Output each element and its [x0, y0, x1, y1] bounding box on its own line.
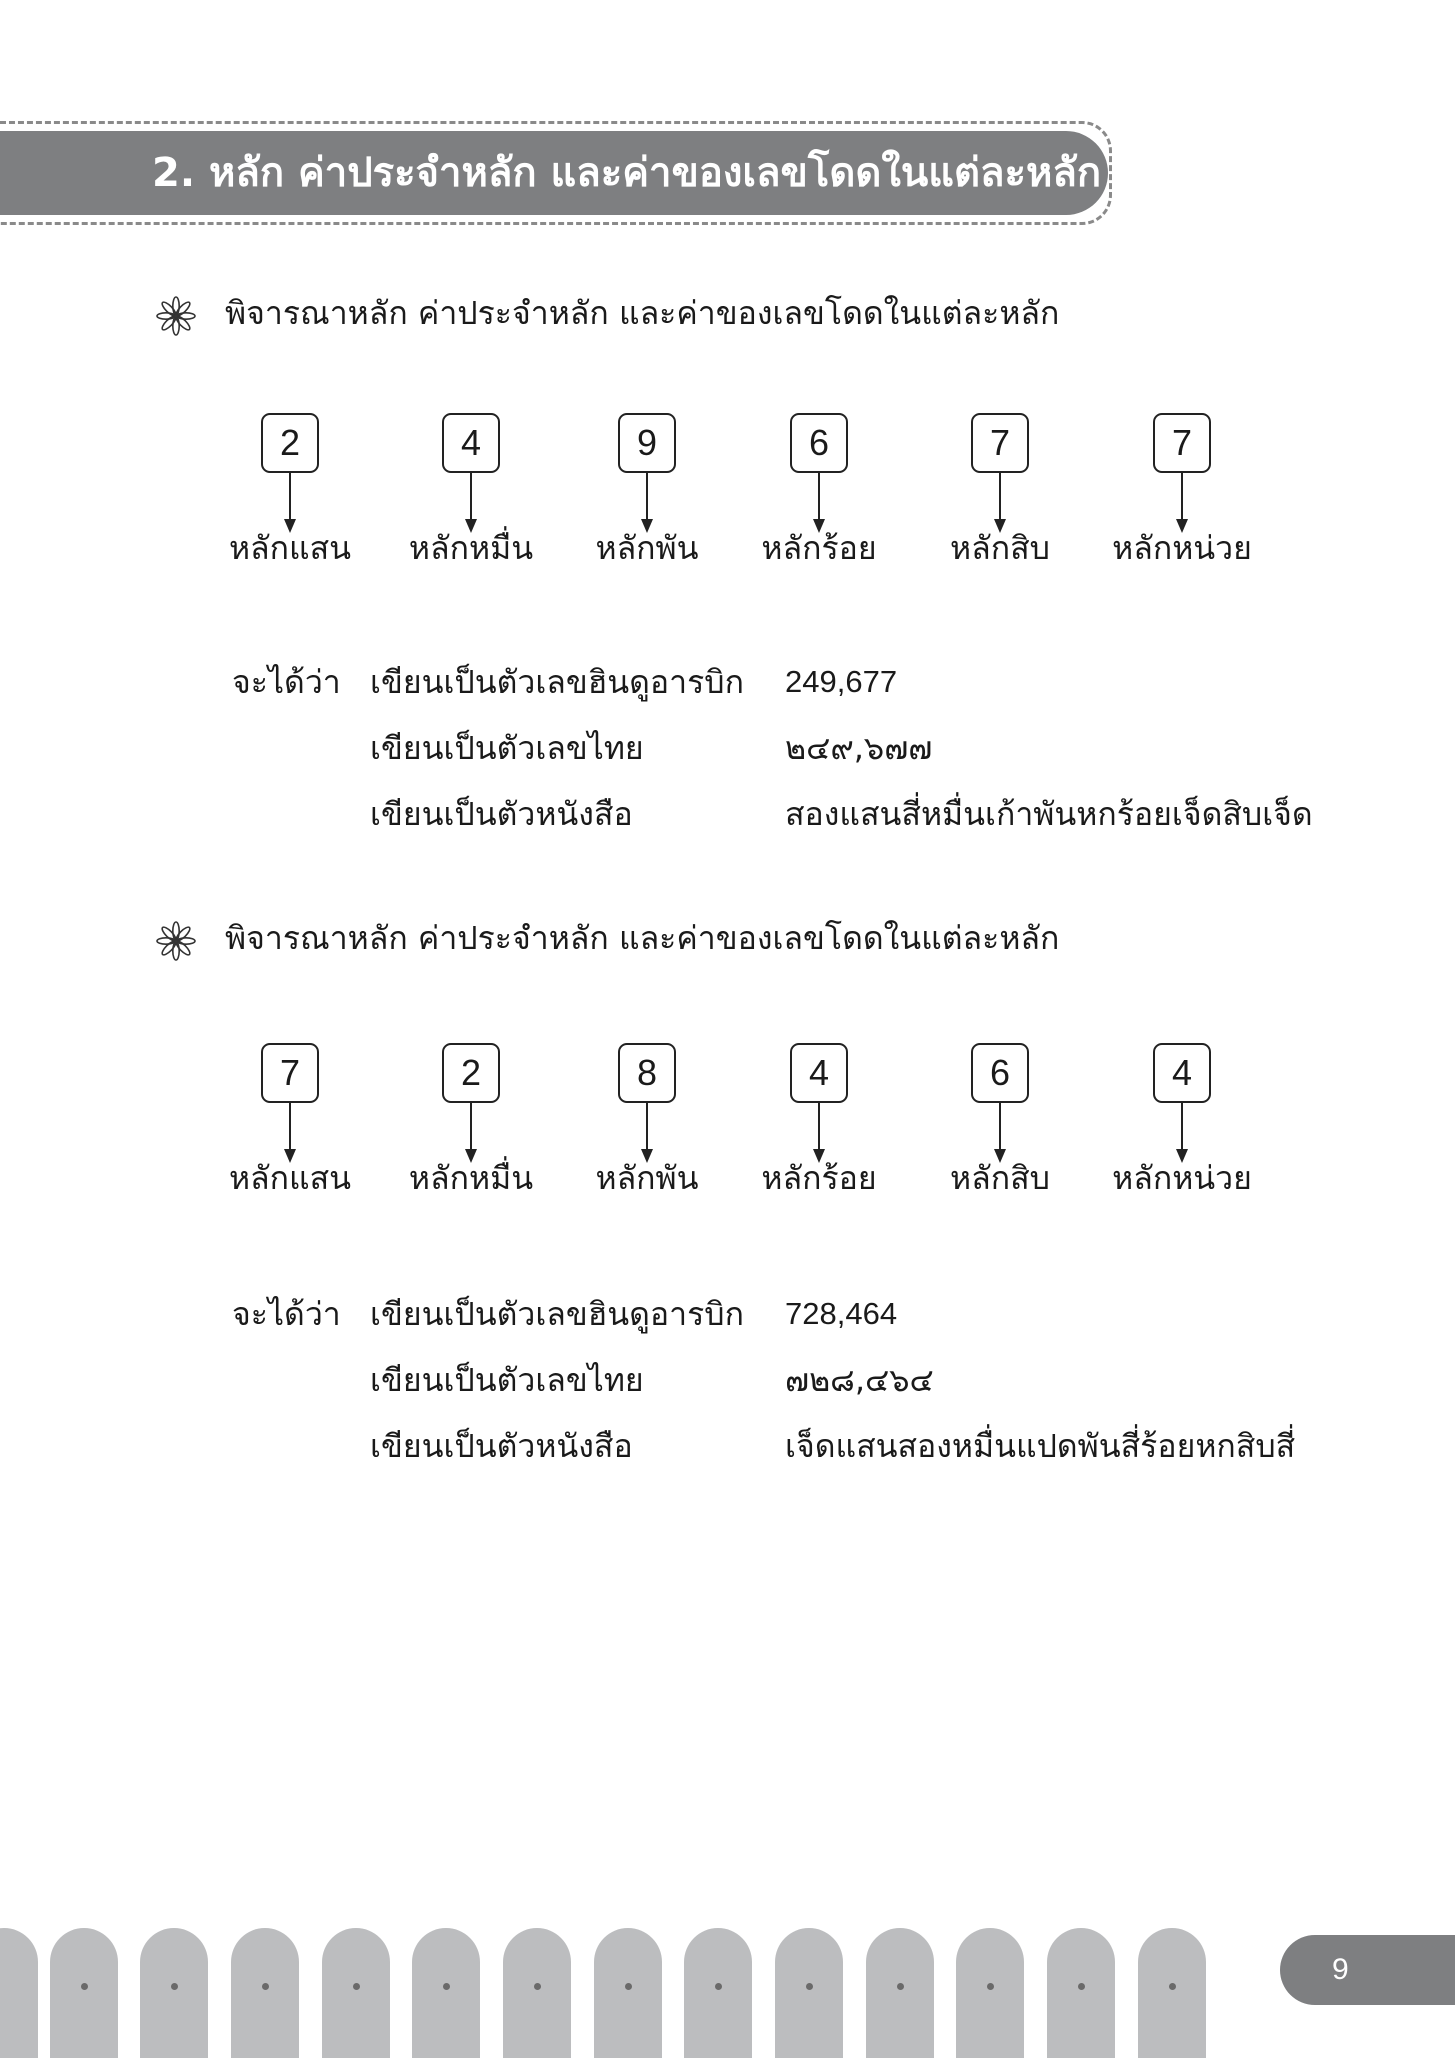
digit-box: 2	[261, 413, 319, 473]
digit-box: 8	[618, 1043, 676, 1103]
place-label: หลักพัน	[595, 529, 699, 567]
footer-tab	[140, 1928, 208, 2058]
place-label: หลักพัน	[595, 1159, 699, 1197]
result-intro: จะได้ว่า	[232, 1295, 341, 1333]
digit-box: 6	[790, 413, 848, 473]
section-heading-text: พิจารณาหลัก ค่าประจำหลัก และค่าของเลขโดดในแต่ละหลัก	[225, 919, 1060, 957]
place-value-row	[0, 413, 1455, 573]
arabic-label: เขียนเป็นตัวเลขฮินดูอารบิก	[370, 663, 744, 701]
digit-box: 9	[618, 413, 676, 473]
footer-tab	[594, 1928, 662, 2058]
footer-tab	[1138, 1928, 1206, 2058]
asterisk-flower-icon	[155, 920, 197, 962]
digit-box: 4	[790, 1043, 848, 1103]
footer-tab	[503, 1928, 571, 2058]
asterisk-flower-icon	[155, 295, 197, 337]
digit-box: 2	[442, 1043, 500, 1103]
footer-tab	[50, 1928, 118, 2058]
digit-box: 7	[971, 413, 1029, 473]
footer-tab	[775, 1928, 843, 2058]
place-label: หลักหมื่น	[408, 529, 534, 567]
number-forms	[0, 1284, 1455, 1464]
section-heading-text: พิจารณาหลัก ค่าประจำหลัก และค่าของเลขโดดในแต่ละหลัก	[225, 294, 1060, 332]
words-label: เขียนเป็นตัวหนังสือ	[370, 1427, 633, 1465]
thai-value: ๗๒๘,๔๖๔	[785, 1361, 934, 1399]
place-label: หลักร้อย	[761, 1159, 877, 1197]
result-intro: จะได้ว่า	[232, 663, 341, 701]
arabic-label: เขียนเป็นตัวเลขฮินดูอารบิก	[370, 1295, 744, 1333]
digit-box: 4	[1153, 1043, 1211, 1103]
place-label: หลักแสน	[228, 1159, 352, 1197]
place-label: หลักร้อย	[761, 529, 877, 567]
words-value: สองแสนสี่หมื่นเก้าพันหกร้อยเจ็ดสิบเจ็ด	[785, 795, 1313, 833]
footer-tab	[231, 1928, 299, 2058]
place-label: หลักหน่วย	[1112, 529, 1252, 567]
footer-tab	[866, 1928, 934, 2058]
page-title: 2. หลัก ค่าประจำหลัก และค่าของเลขโดดในแต่ละหลัก	[152, 150, 1102, 196]
place-label: หลักหน่วย	[1112, 1159, 1252, 1197]
arabic-value: 728,464	[785, 1296, 898, 1331]
words-label: เขียนเป็นตัวหนังสือ	[370, 795, 633, 833]
thai-label: เขียนเป็นตัวเลขไทย	[370, 1361, 644, 1399]
footer-tab	[956, 1928, 1024, 2058]
thai-label: เขียนเป็นตัวเลขไทย	[370, 729, 644, 767]
footer-tab	[0, 1928, 38, 2058]
footer-tab	[412, 1928, 480, 2058]
page-number: 9	[1332, 1953, 1349, 1986]
digit-box: 4	[442, 413, 500, 473]
words-value: เจ็ดแสนสองหมื่นแปดพันสี่ร้อยหกสิบสี่	[785, 1427, 1296, 1465]
digit-box: 7	[1153, 413, 1211, 473]
digit-box: 6	[971, 1043, 1029, 1103]
place-value-row	[0, 1043, 1455, 1203]
place-label: หลักสิบ	[950, 529, 1050, 567]
footer-tabs	[0, 1928, 1280, 2045]
thai-value: ๒๔๙,๖๗๗	[785, 729, 933, 767]
page-number-badge	[1280, 1935, 1455, 2005]
footer-tab	[1047, 1928, 1115, 2058]
digit-box: 7	[261, 1043, 319, 1103]
footer-tab	[322, 1928, 390, 2058]
footer-tab	[684, 1928, 752, 2058]
arabic-value: 249,677	[785, 664, 898, 699]
number-forms	[0, 652, 1455, 832]
place-label: หลักแสน	[228, 529, 352, 567]
place-label: หลักสิบ	[950, 1159, 1050, 1197]
place-label: หลักหมื่น	[408, 1159, 534, 1197]
